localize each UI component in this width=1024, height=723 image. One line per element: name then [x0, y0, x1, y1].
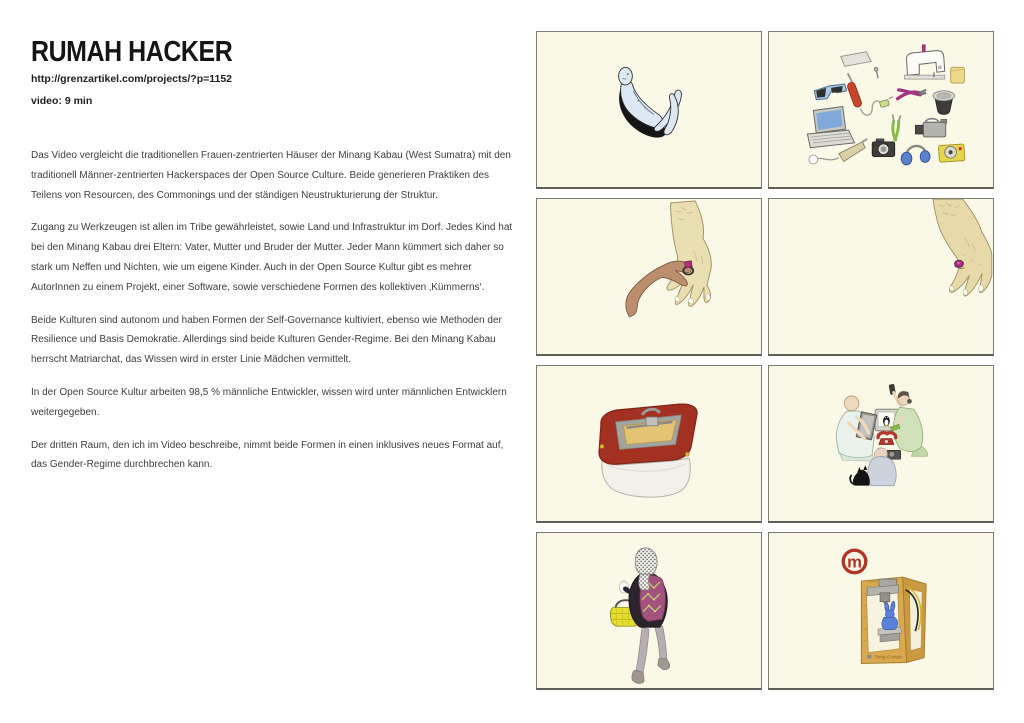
- camcorder-icon: [915, 119, 946, 137]
- camera-icon: [872, 139, 895, 157]
- headphones-icon: [901, 146, 930, 165]
- text-column: [31, 38, 513, 488]
- hackers-at-work-illustration: [769, 366, 993, 521]
- printer-illustration: [769, 533, 993, 688]
- panel-3d-printer: [768, 532, 994, 690]
- paragraph: Das Video vergleicht die traditionellen Frauen-zentrierten Häuser der Minang Kabau (West Sumatra) mit den traditionell Männer-zentrierten Hackerspaces der Open Source Culture. Beide generieren Praktiken des Teilens von Resourcen, des Commonings und der ständigen Neustrukturierung der Struktur.: [31, 150, 511, 201]
- hard-drive-icon: [887, 450, 901, 459]
- pale-hand-icon: [667, 201, 711, 306]
- illustration-grid: [536, 31, 994, 690]
- green-pliers-icon: [893, 114, 901, 140]
- video-duration: video: 9 min: [31, 95, 93, 107]
- printer-model-label: Thing-O-Matic: [874, 654, 903, 660]
- page-title: RUMAH HACKER: [31, 36, 233, 68]
- legs: [632, 626, 670, 683]
- panel-laser-cutter: [536, 365, 762, 523]
- description-text: [31, 146, 513, 475]
- red-telephone-icon: [878, 433, 896, 445]
- makerbot-logo-icon: [843, 550, 866, 573]
- paragraph: Zugang zu Werkzeugen ist allen im Tribe gewährleistet, sowie Land und Infrastruktur im Dorf. Jedes Kind hat bei den Minang Kabau drei Eltern: Vater, Mutter und Bruder der Mutter. Jeder Mann kümmert sich daher so stark um Neffen und Nichten, wie um eigene Kinder. Auch in der Open Source Kultur gibt es mehrer AutorInnen zu einem Projekt, einer Software, sowie verschiedene Formen des kollektiven ‚Kümmerns‘.: [31, 222, 513, 293]
- 3d-glasses-icon: [814, 84, 846, 100]
- panel-hackers-at-work: [768, 365, 994, 523]
- makerbot-logo-letter: m: [847, 552, 862, 572]
- reclining-figure-illustration: [537, 32, 761, 187]
- yellow-device-icon: [938, 144, 965, 162]
- woman-with-basket-illustration: [537, 533, 761, 688]
- paragraph: Der dritten Raum, den ich im Video beschreibe, nimmt beide Formen in einen inklusives neues Format auf, das Gender-Regime durchbrechen kann.: [31, 439, 504, 471]
- panel-hand-with-ring: [768, 198, 994, 356]
- sewing-machine-icon: [905, 45, 945, 79]
- hand-with-ring-illustration: [769, 199, 993, 354]
- kneeling-woman-icon: [889, 384, 928, 456]
- metal-sheet-icon: [841, 52, 871, 67]
- panel-reclining-figure: [536, 31, 762, 189]
- ring-exchange-illustration: [537, 199, 761, 354]
- black-cat-icon: [850, 465, 870, 486]
- hacker-tools-illustration: [769, 32, 993, 187]
- screw-icon: [874, 67, 878, 78]
- laptop-icon: [807, 107, 854, 148]
- magenta-pliers-icon: [898, 90, 926, 99]
- soldering-iron-icon: [846, 73, 892, 115]
- kneeling-man-icon: [836, 396, 876, 461]
- paragraph: In der Open Source Kultur arbeiten 98,5 % männliche Entwickler, wissen wird unter männlichen Entwicklern weitergegeben.: [31, 386, 507, 418]
- panel-ring-exchange: [536, 198, 762, 356]
- speaker-cup-icon: [933, 91, 955, 115]
- panel-hacker-tools: [768, 31, 994, 189]
- project-url-link[interactable]: http://grenzartikel.com/projects/?p=1152: [31, 73, 233, 85]
- panel-woman-with-basket: [536, 532, 762, 690]
- yellow-block-icon: [951, 67, 965, 83]
- pale-hand-icon: [933, 199, 992, 296]
- paragraph: Beide Kulturen sind autonom und haben Formen der Self-Governance kultiviert, ebenso wie Methoden der Resilience und Basis Demokratie. Allerdings sind beide Kulturen Gender-Regime. Bei den Minang Kabau herrscht Matriarchat, das Wissen wird in erster Linie Mädchen vermittelt.: [31, 314, 502, 366]
- laser-cutter-illustration: [537, 366, 761, 521]
